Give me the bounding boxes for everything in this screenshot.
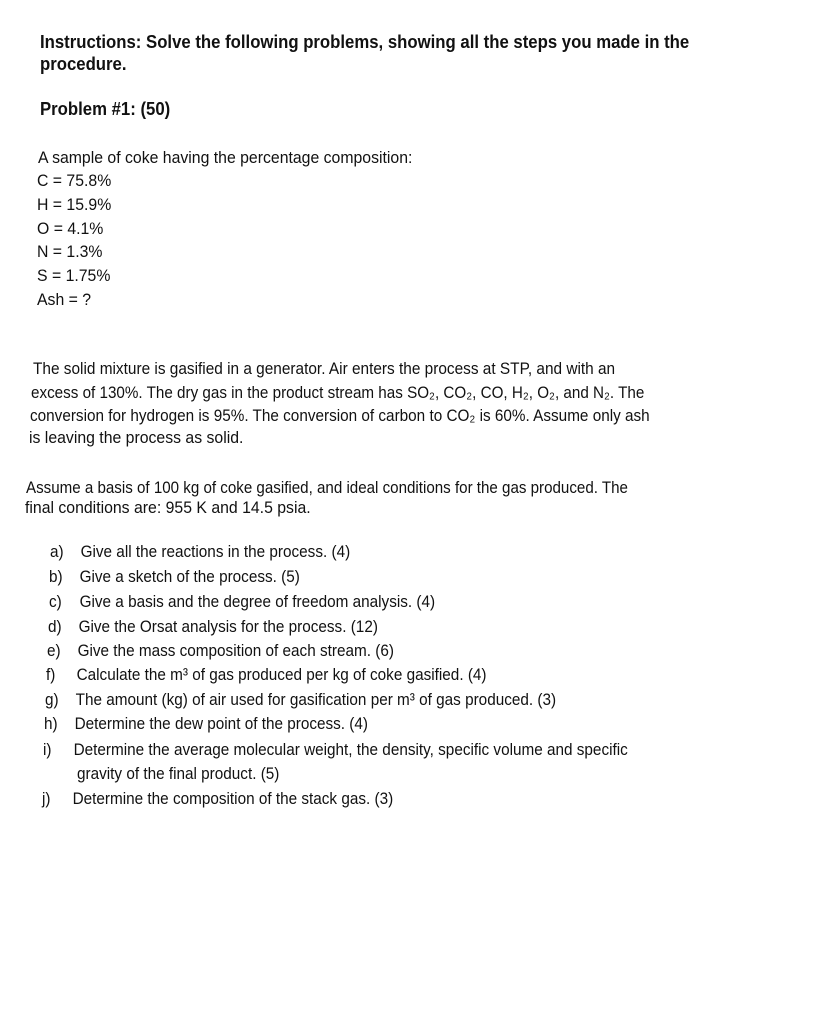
question-text: Determine the composition of the stack gas. (3) — [72, 789, 394, 808]
question-text: Give a basis and the degree of freedom analysis. (4) — [79, 592, 436, 611]
question-item — [50, 541, 350, 563]
composition-item: H = 15.9% — [37, 195, 112, 214]
question-item — [48, 616, 378, 638]
question-text: Give the mass composition of each stream. (6) — [77, 641, 394, 660]
paragraph-line: conversion for hydrogen is 95%. The conversion of carbon to CO₂ is 60%. Assume only ash — [30, 406, 650, 425]
question-letter: h) — [44, 714, 58, 733]
question-item — [49, 591, 435, 613]
question-item — [47, 640, 394, 662]
instructions-line-1: Instructions: Solve the following problems, showing all the steps you made in the — [40, 32, 690, 52]
composition-item: C = 75.8% — [37, 171, 112, 190]
question-item-continuation — [77, 763, 279, 785]
question-text: Give a sketch of the process. (5) — [79, 567, 300, 586]
composition-item: N = 1.3% — [37, 242, 103, 261]
composition-item: Ash = ? — [37, 290, 92, 309]
question-letter: e) — [47, 641, 61, 660]
question-text: Give the Orsat analysis for the process. (12) — [78, 617, 378, 636]
question-text: Calculate the m³ of gas produced per kg of coke gasified. (4) — [76, 665, 487, 684]
question-item — [46, 664, 487, 686]
instructions-line-2: procedure. — [40, 54, 127, 74]
question-item — [49, 566, 300, 588]
paragraph-line: Assume a basis of 100 kg of coke gasified, and ideal conditions for the gas produced. The — [26, 478, 628, 497]
question-letter: g) — [45, 690, 59, 709]
question-letter: a) — [50, 542, 64, 561]
problem-title: Problem #1: (50) — [40, 99, 171, 119]
paragraph-line: final conditions are: 955 K and 14.5 psia. — [25, 498, 311, 517]
question-letter: b) — [49, 567, 63, 586]
question-letter: c) — [49, 592, 62, 611]
question-item — [42, 788, 393, 810]
composition-item: O = 4.1% — [37, 219, 104, 238]
question-text: Give all the reactions in the process. (4) — [80, 542, 351, 561]
question-letter: d) — [48, 617, 62, 636]
question-letter: j) — [42, 789, 51, 808]
question-item — [45, 689, 556, 711]
question-item — [43, 739, 628, 761]
intro-text: A sample of coke having the percentage composition: — [38, 148, 413, 167]
question-text: gravity of the final product. (5) — [77, 764, 280, 783]
question-text: Determine the dew point of the process. (4) — [74, 714, 368, 733]
question-text: The amount (kg) of air used for gasification per m³ of gas produced. (3) — [75, 690, 557, 709]
question-item — [44, 713, 368, 735]
paragraph-line: is leaving the process as solid. — [29, 428, 244, 447]
composition-item: S = 1.75% — [37, 266, 111, 285]
question-text: Determine the average molecular weight, the density, specific volume and specific — [73, 740, 628, 759]
paragraph-line: The solid mixture is gasified in a generator. Air enters the process at STP, and with an — [33, 359, 616, 378]
paragraph-line: excess of 130%. The dry gas in the product stream has SO₂, CO₂, CO, H₂, O₂, and N₂. The — [31, 383, 645, 402]
question-letter: i) — [43, 740, 52, 759]
question-letter: f) — [46, 665, 56, 684]
